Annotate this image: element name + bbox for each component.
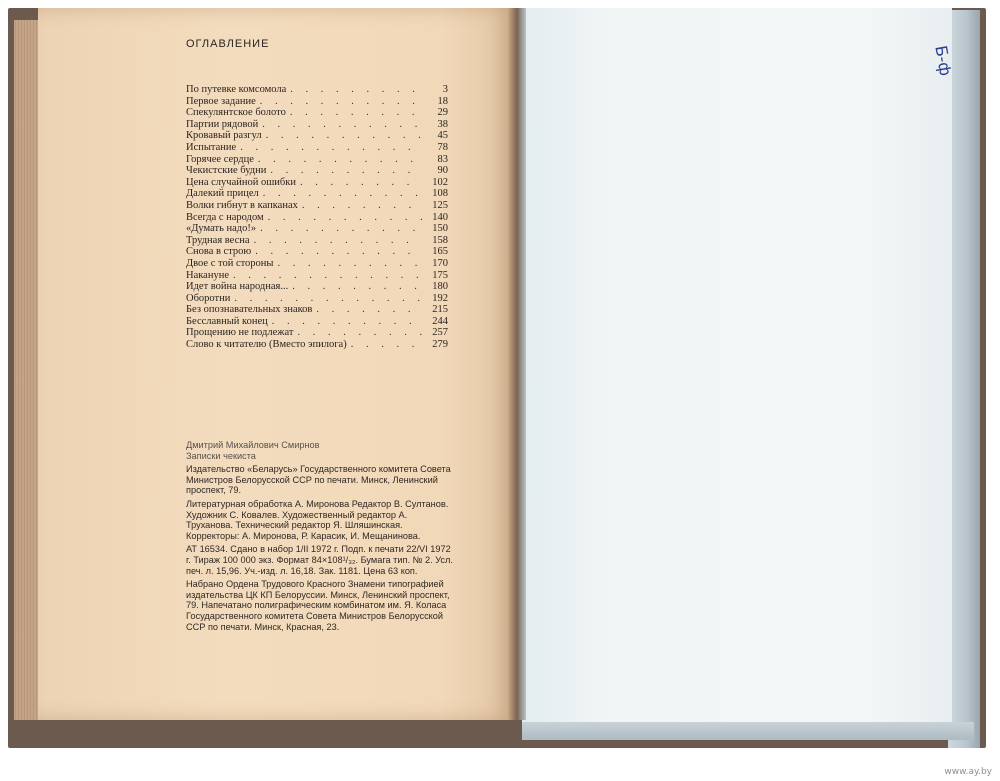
toc-entry [186,235,448,247]
toc-entry-title: Накануне [186,269,229,281]
toc-entry-title: Волки гибнут в капканах [186,199,298,211]
toc-entry-title: «Думать надо!» [186,223,257,235]
toc-entry [186,293,448,305]
toc-entry [186,154,448,166]
toc-leader-dots [290,84,422,96]
toc-entry [186,304,448,316]
toc-entry-page: 3 [442,84,448,95]
toc-leader-dots [351,339,422,351]
toc-entry [186,107,448,119]
toc-entry [186,281,448,293]
toc-entry-page: 78 [437,141,448,153]
toc-entry-title: Чекистские будни [186,165,267,177]
toc-entry-title: Прощению не подлежат [186,327,294,339]
imprint-publisher: Издательство «Беларусь» Государственного комитета Совета Министров Белорусской ССР по печати. Минск, Ленинский проспект, 79. [186,464,451,496]
toc-entry [186,130,448,142]
imprint-book-title: Записки чекиста [186,450,256,461]
toc-entry-title: По путевке комсомола [186,84,287,95]
toc-entry [186,212,448,224]
toc-leader-dots [260,96,422,108]
toc-entry-page: 83 [437,153,448,165]
cover-edge [948,10,980,748]
toc-entry [186,270,448,282]
toc-entry-title: Снова в строю [186,246,252,258]
toc-entry-page: 175 [432,269,448,281]
toc-entry-page: 102 [432,176,448,188]
toc-entry-page: 215 [432,304,448,316]
toc-entry [186,223,448,235]
toc-entry-title: Далекий прицел [186,188,259,200]
toc-entry-title: Цена случайной ошибки [186,176,296,188]
toc-leader-dots [292,281,422,293]
imprint-printer: Набрано Ордена Трудового Красного Знамени типографией издательства ЦК КП Белоруссии. Минск, Ленинский проспект, 79. Напечатано полиграфическим комбинатом им. Я. Коласа Государственного комитета Совета Министров Белорусской ССР по печати. Минск, Красная, 23. [186,579,450,632]
toc-entry-title: Первое задание [186,95,256,107]
toc-entry-page: 140 [432,211,448,223]
toc-leader-dots [255,246,422,258]
toc-entry-title: Оборотни [186,292,231,304]
toc-leader-dots [262,119,422,131]
toc-title: ОГЛАВЛЕНИЕ [186,38,270,50]
handwritten-mark: Б-ф [931,44,956,78]
toc-leader-dots [277,258,422,270]
imprint-credits: Литературная обработка А. Миронова Редактор В. Султанов. Художник С. Ковалев. Художественный редактор А. Труханова. Технический редактор Я. Шляшинская. Корректоры: А. Миронова, Р. Карасик, И. Мещанинова. [186,498,449,541]
toc-leader-dots [258,154,422,166]
table-of-contents [186,84,448,351]
toc-leader-dots [260,223,422,235]
toc-leader-dots [290,107,422,119]
toc-leader-dots [234,293,422,305]
toc-entry-title: Испытание [186,141,237,153]
toc-entry-title: Слово к читателю (Вместо эпилога) [186,339,347,351]
toc-leader-dots [316,304,422,316]
toc-entry-page: 29 [437,107,448,119]
toc-entry-page: 192 [432,292,448,304]
toc-entry [186,339,448,351]
toc-entry [186,84,448,96]
toc-entry [186,327,448,339]
toc-entry-title: Партии рядовой [186,118,259,130]
toc-entry-page: 90 [437,165,448,177]
imprint-author: Дмитрий Михайлович Смирнов [186,440,320,450]
toc-entry [186,119,448,131]
toc-entry-page: 125 [432,199,448,211]
toc-entry-page: 165 [432,246,448,258]
toc-entry-title: Без опознавательных знаков [186,304,313,316]
toc-leader-dots [233,270,422,282]
page-bottom-edge [522,722,974,740]
toc-entry [186,165,448,177]
toc-leader-dots [268,212,422,224]
toc-leader-dots [266,130,422,142]
imprint-print-details: АТ 16534. Сдано в набор 1/II 1972 г. Подп. к печати 22/VI 1972 г. Тираж 100 000 экз. Формат 84×108¹/₃₂. Бумага тип. № 2. Усл. печ. л. 15,96. Уч.-изд. л. 16,18. Зак. 1181. Цена 63 коп. [186,544,453,576]
toc-entry-title: Идет война народная... [186,281,289,293]
toc-entry-title: Бесславный конец [186,315,268,327]
toc-leader-dots [302,200,422,212]
book-gutter [508,8,526,720]
toc-entry-page: 150 [432,223,448,235]
toc-leader-dots [240,142,422,154]
toc-entry-page: 38 [437,118,448,130]
toc-leader-dots [270,165,422,177]
toc-leader-dots [272,316,422,328]
toc-leader-dots [254,235,422,247]
toc-entry [186,96,448,108]
toc-leader-dots [297,327,422,339]
toc-entry [186,142,448,154]
toc-leader-dots [300,177,422,189]
toc-entry [186,246,448,258]
toc-entry [186,188,448,200]
toc-entry-title: Горячее сердце [186,153,254,165]
toc-entry-page: 108 [432,188,448,200]
toc-entry-page: 257 [432,327,448,339]
toc-entry-title: Спекулянтское болото [186,107,286,119]
toc-entry-page: 158 [432,234,448,246]
toc-leader-dots [263,188,422,200]
toc-entry-title: Всегда с народом [186,211,264,223]
toc-entry-title: Двое с той стороны [186,257,274,269]
watermark: www.ay.by [944,767,992,777]
right-page-blank [522,8,956,724]
toc-entry-page: 18 [437,95,448,107]
toc-entry [186,200,448,212]
toc-entry-page: 45 [437,130,448,142]
toc-entry [186,177,448,189]
toc-entry-title: Трудная весна [186,234,250,246]
toc-entry-page: 279 [432,339,448,351]
imprint-block [186,440,454,635]
toc-entry-page: 180 [432,281,448,293]
toc-entry [186,316,448,328]
toc-entry-title: Кровавый разгул [186,130,262,142]
toc-entry-page: 244 [432,315,448,327]
toc-entry [186,258,448,270]
toc-entry-page: 170 [432,257,448,269]
